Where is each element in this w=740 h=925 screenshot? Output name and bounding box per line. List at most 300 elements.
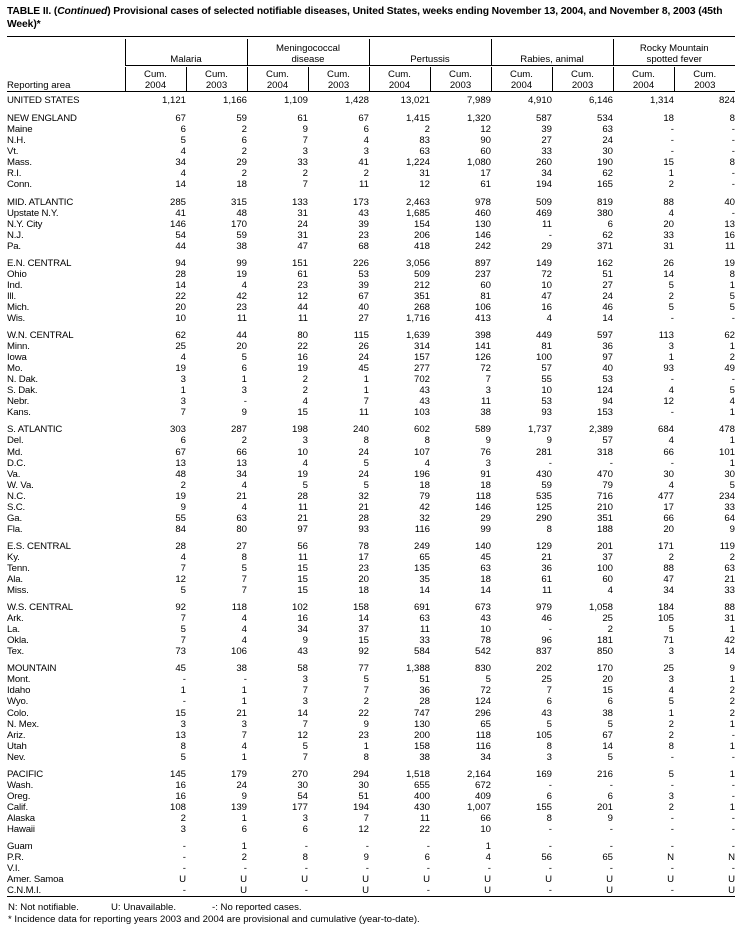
cell-value: 2 (241, 435, 247, 447)
cell-value: 430 (413, 801, 430, 813)
row-area-label: Ga. (7, 512, 23, 524)
cell-value: 6,146 (588, 95, 613, 107)
cell-value: 181 (596, 635, 613, 647)
cell-value: 1 (241, 751, 247, 763)
table-row (7, 146, 735, 157)
cell-value: 1 (729, 740, 735, 752)
row-area-label: Ariz. (7, 729, 26, 741)
cell-value: 190 (596, 157, 613, 169)
table-row (7, 302, 735, 313)
cell-value: 78 (480, 635, 491, 647)
cell-value: 409 (474, 790, 491, 802)
cell-value: 234 (718, 490, 735, 502)
cell-value: 5 (241, 562, 247, 574)
cell-value: 7 (485, 374, 491, 386)
cell-value: 4 (668, 479, 674, 491)
cell-value: - (426, 841, 430, 853)
cell-value: 584 (413, 646, 430, 658)
cell-value: 62 (724, 330, 735, 342)
row-area-label: Ind. (7, 279, 23, 291)
cell-value: 2 (668, 729, 674, 741)
cell-value: 7,989 (466, 95, 491, 107)
cell-value: 51 (358, 790, 369, 802)
cell-value: 22 (358, 707, 369, 719)
cell-value: 170 (596, 663, 613, 675)
cell-value: U (179, 874, 186, 886)
table-row (7, 313, 735, 324)
cell-value: 15 (297, 585, 308, 597)
cell-value: 59 (541, 479, 552, 491)
cell-value: 57 (541, 363, 552, 375)
cell-value: 2 (668, 801, 674, 813)
cell-value: 42 (419, 501, 430, 513)
cell-value: N (728, 852, 735, 864)
cell-value: 1 (180, 385, 186, 397)
cell-value: - (548, 229, 552, 241)
cell-value: 43 (297, 646, 308, 658)
table-row (7, 447, 735, 458)
cell-value: 68 (358, 240, 369, 252)
cell-value: 170 (230, 218, 247, 230)
cell-value: 201 (596, 540, 613, 552)
cell-value: 2,463 (405, 196, 430, 208)
cell-value: 237 (474, 268, 491, 280)
row-area-label: Md. (7, 446, 23, 458)
cell-value: 66 (236, 446, 247, 458)
cell-value: 5 (302, 479, 308, 491)
table-row (7, 396, 735, 407)
cell-value: 194 (535, 179, 552, 191)
cell-value: 18 (236, 179, 247, 191)
cell-value: 9 (302, 635, 308, 647)
table-row (7, 563, 735, 574)
cell-value: 19 (724, 257, 735, 269)
cell-value: 11 (542, 218, 552, 230)
cell-value: 38 (480, 407, 491, 419)
cell-value: 16 (175, 779, 186, 791)
cell-value: 469 (535, 207, 552, 219)
cell-value: 20 (358, 574, 369, 586)
cell-value: 119 (719, 540, 735, 552)
cell-value: 281 (535, 446, 552, 458)
table-row (7, 219, 735, 230)
cell-value: 1,320 (466, 113, 491, 125)
footnote-legend-line (8, 902, 738, 914)
cell-value: 57 (602, 435, 613, 447)
cell-value: 11 (542, 585, 552, 597)
cell-value: 39 (358, 279, 369, 291)
cell-value: 61 (480, 179, 491, 191)
row-area-label: N.C. (7, 490, 26, 502)
cell-value: 16 (724, 229, 735, 241)
cell-value: 46 (541, 613, 552, 625)
cell-value: 2 (729, 685, 735, 697)
cell-value: 7 (363, 396, 369, 408)
cell-value: 2 (180, 479, 186, 491)
cell-value: 37 (602, 551, 613, 563)
cell-value: 7 (180, 407, 186, 419)
cell-value: - (487, 863, 491, 875)
cell-value: 4 (546, 312, 552, 324)
cell-value: 7 (363, 685, 369, 697)
table-row (7, 385, 735, 396)
cell-value: 72 (541, 268, 552, 280)
cell-value: 589 (474, 424, 491, 436)
cell-value: 5 (363, 457, 369, 469)
cell-value: N (667, 852, 674, 864)
cell-value: 8 (241, 551, 247, 563)
page-title (7, 6, 740, 31)
row-area-label: Oreg. (7, 790, 31, 802)
cell-value: 5 (729, 301, 735, 313)
cell-value: 5 (607, 751, 613, 763)
cell-value: 2 (607, 624, 613, 636)
cell-value: 65 (480, 718, 491, 730)
row-area-label: N.Y. City (7, 218, 43, 230)
cell-value: - (609, 841, 613, 853)
row-area-label: La. (7, 624, 20, 636)
cell-value: 3 (668, 341, 674, 353)
row-area-label: Ark. (7, 613, 24, 625)
cell-value: 93 (663, 363, 674, 375)
cell-value: 77 (358, 663, 369, 675)
cell-value: 24 (297, 218, 308, 230)
cell-value: - (731, 824, 735, 835)
cell-value: 270 (291, 768, 308, 780)
cell-value: 4 (241, 501, 247, 513)
table-row (7, 696, 735, 707)
cell-value: U (301, 874, 308, 886)
cell-value: 8 (546, 812, 552, 824)
cell-value: 8 (363, 751, 369, 763)
cell-value: 478 (718, 424, 735, 436)
cell-value: 73 (175, 646, 186, 658)
table-row (7, 491, 735, 502)
cell-value: 153 (596, 407, 613, 419)
cell-value: 118 (231, 602, 247, 614)
cell-value: 53 (602, 374, 613, 386)
cell-value: 14 (602, 312, 613, 324)
cell-value: 3 (302, 146, 308, 158)
cell-value: - (731, 207, 735, 219)
row-area-label: Ky. (7, 551, 20, 563)
row-area-label: Iowa (7, 352, 27, 364)
cell-value: 36 (541, 562, 552, 574)
cell-value: 3 (363, 146, 369, 158)
cell-value: 7 (241, 729, 247, 741)
cell-value: - (609, 824, 613, 835)
cell-value: 11 (420, 812, 430, 824)
cell-value: 13 (236, 457, 247, 469)
cell-value: U (423, 874, 430, 886)
cell-value: 149 (535, 257, 552, 269)
cell-value: 38 (602, 707, 613, 719)
cell-value: - (670, 779, 674, 791)
table-row (7, 230, 735, 241)
cell-value: 11 (359, 407, 369, 419)
cell-value: 37 (358, 624, 369, 636)
group-header-rocky-mountain-spotted-fever: Rocky Mountain spotted fever (613, 39, 735, 66)
cell-value: 78 (358, 540, 369, 552)
cell-value: 3 (668, 674, 674, 686)
cell-value: 38 (419, 751, 430, 763)
row-area-label: E.S. CENTRAL (7, 540, 71, 552)
cell-value: 10 (541, 279, 552, 291)
cell-value: U (484, 885, 491, 897)
cell-value: 1 (729, 718, 735, 730)
cell-value: - (670, 824, 674, 835)
cell-value: 31 (663, 240, 674, 252)
cell-value: 20 (663, 523, 674, 535)
row-area-label: Amer. Samoa (7, 874, 64, 886)
cell-value: - (731, 729, 735, 741)
cell-value: 1 (241, 812, 247, 824)
cell-value: 67 (175, 113, 186, 125)
cell-value: 28 (419, 696, 430, 708)
cell-value: 351 (596, 512, 613, 524)
cell-value: 47 (663, 574, 674, 586)
cell-value: 88 (663, 562, 674, 574)
cell-value: 201 (596, 801, 613, 813)
cell-value: 4 (180, 551, 186, 563)
cell-value: 5 (546, 718, 552, 730)
cell-value: - (548, 841, 552, 853)
cell-value: 44 (175, 240, 186, 252)
cell-value: 6 (180, 435, 186, 447)
cell-value: - (182, 696, 186, 708)
cell-value: 15 (358, 635, 369, 647)
row-area-label: C.N.M.I. (7, 885, 41, 897)
cell-value: 30 (297, 779, 308, 791)
table-body (7, 94, 735, 897)
cell-value: 398 (474, 330, 491, 342)
cell-value: 158 (413, 740, 430, 752)
cell-value: 277 (413, 363, 430, 375)
cell-value: 25 (541, 674, 552, 686)
cell-value: 2 (668, 290, 674, 302)
cell-value: 12 (297, 290, 308, 302)
cell-value: 7 (302, 718, 308, 730)
cell-value: 2 (729, 696, 735, 708)
cell-value: 1,224 (405, 157, 430, 169)
cell-value: 1,007 (466, 801, 491, 813)
cell-value: 21 (236, 490, 247, 502)
row-area-label: Mo. (7, 363, 23, 375)
cell-value: 130 (474, 218, 491, 230)
cell-value: 14 (297, 707, 308, 719)
cell-value: 80 (236, 523, 247, 535)
cell-value: 290 (535, 512, 552, 524)
row-area-label: Ala. (7, 574, 23, 586)
row-area-label: Maine (7, 124, 33, 136)
cell-value: 125 (535, 501, 552, 513)
cell-value: 13 (175, 729, 186, 741)
cell-value: 7 (363, 812, 369, 824)
cell-value: - (731, 790, 735, 802)
cell-value: 21 (236, 707, 247, 719)
cell-value: 8 (668, 740, 674, 752)
cell-value: 88 (663, 196, 674, 208)
cell-value: 124 (596, 385, 613, 397)
cell-value: 42 (236, 290, 247, 302)
row-area-label: Ill. (7, 290, 16, 302)
cell-value: 747 (413, 707, 430, 719)
cell-value: 7 (302, 685, 308, 697)
row-area-label: UNITED STATES (7, 95, 80, 107)
cell-value: 91 (480, 468, 491, 480)
table-row (7, 769, 735, 780)
cell-value: 44 (236, 330, 247, 342)
cell-value: 67 (175, 446, 186, 458)
cell-value: 118 (475, 729, 491, 741)
cell-value: 2 (729, 551, 735, 563)
cell-value: 240 (352, 424, 369, 436)
cell-value: 3 (302, 812, 308, 824)
cell-value: 22 (419, 824, 430, 835)
cell-value: 20 (175, 301, 186, 313)
cell-value: 12 (297, 729, 308, 741)
cell-value: 27 (358, 312, 369, 324)
table-row (7, 269, 735, 280)
cell-value: 7 (302, 135, 308, 147)
cell-value: - (731, 179, 735, 191)
cell-value: 5 (302, 740, 308, 752)
cell-value: 107 (413, 446, 430, 458)
cell-value: 31 (297, 207, 308, 219)
cell-value: 6 (546, 696, 552, 708)
cell-value: 24 (236, 779, 247, 791)
cell-value: 101 (718, 446, 735, 458)
cell-value: 62 (602, 229, 613, 241)
cell-value: 3 (180, 718, 186, 730)
cell-value: 30 (602, 146, 613, 158)
cell-value: 83 (419, 135, 430, 147)
cell-value: 9 (180, 501, 186, 513)
cell-value: 29 (236, 157, 247, 169)
cell-value: 14 (175, 279, 186, 291)
cell-value: 154 (413, 218, 430, 230)
cell-value: 14 (663, 268, 674, 280)
cell-value: U (728, 874, 735, 886)
row-area-label: Mass. (7, 157, 32, 169)
cell-value: 108 (169, 801, 186, 813)
table-row (7, 646, 735, 657)
cell-value: - (670, 885, 674, 897)
cell-value: 92 (175, 602, 186, 614)
col-header-pertussis-2003: Cum. 2003 (430, 67, 491, 92)
row-area-label: V.I. (7, 863, 20, 875)
cell-value: 47 (297, 240, 308, 252)
group-header-meningococcal-disease: Meningococcal disease (247, 39, 369, 66)
cell-value: 11 (481, 396, 491, 408)
row-area-label: S. ATLANTIC (7, 424, 63, 436)
cell-value: 169 (535, 768, 552, 780)
cell-value: 63 (724, 562, 735, 574)
row-area-label: MOUNTAIN (7, 663, 57, 675)
cell-value: - (670, 146, 674, 158)
cell-value: 93 (541, 407, 552, 419)
cell-value: 1,058 (588, 602, 613, 614)
cell-value: 7 (180, 613, 186, 625)
cell-value: 45 (358, 363, 369, 375)
footnote-n: N: Not notifiable. (8, 902, 79, 914)
cell-value: 1 (729, 341, 735, 353)
cell-value: 55 (175, 512, 186, 524)
cell-value: 9 (363, 718, 369, 730)
row-area-label: D.C. (7, 457, 26, 469)
row-area-label: Minn. (7, 341, 30, 353)
cell-value: - (731, 135, 735, 147)
row-area-label: Pa. (7, 240, 21, 252)
row-area-label: Fla. (7, 523, 23, 535)
cell-value: 10 (480, 824, 491, 835)
cell-value: 716 (596, 490, 613, 502)
cell-value: 1 (729, 435, 735, 447)
cell-value: 684 (657, 424, 674, 436)
cell-value: 1 (485, 841, 491, 853)
cell-value: 4 (363, 135, 369, 147)
row-area-label: Del. (7, 435, 24, 447)
cell-value: 15 (663, 157, 674, 169)
cell-value: 602 (413, 424, 430, 436)
cell-value: 145 (169, 768, 186, 780)
cell-value: 2 (302, 168, 308, 180)
cell-value: 1 (668, 707, 674, 719)
cell-value: - (304, 863, 308, 875)
row-area-label: N.J. (7, 229, 24, 241)
cell-value: 23 (358, 562, 369, 574)
cell-value: 24 (602, 135, 613, 147)
cell-value: 61 (297, 113, 308, 125)
cell-value: 1,388 (405, 663, 430, 675)
cell-value: - (670, 124, 674, 136)
cell-value: 2,164 (466, 768, 491, 780)
cell-value: 188 (596, 523, 613, 535)
cell-value: 1,428 (344, 95, 369, 107)
footnotes (8, 902, 738, 925)
cell-value: 34 (175, 157, 186, 169)
cell-value: 15 (297, 407, 308, 419)
table-row (7, 363, 735, 374)
table-row (7, 719, 735, 730)
col-header-malaria-2004: Cum. 2004 (125, 67, 186, 92)
row-area-label: Conn. (7, 179, 32, 191)
cell-value: 17 (663, 501, 674, 513)
cell-value: 55 (541, 374, 552, 386)
cell-value: 65 (602, 852, 613, 864)
cell-value: 43 (419, 385, 430, 397)
cell-value: 2 (302, 374, 308, 386)
table-row (7, 352, 735, 363)
cell-value: U (362, 885, 369, 897)
cell-value: 12 (480, 124, 491, 136)
cell-value: 303 (169, 424, 186, 436)
cell-value: 9 (485, 435, 491, 447)
cell-value: 54 (175, 229, 186, 241)
cell-value: 30 (358, 779, 369, 791)
cell-value: 3 (485, 385, 491, 397)
cell-value: 210 (596, 501, 613, 513)
cell-value: 28 (175, 268, 186, 280)
cell-value: 67 (358, 290, 369, 302)
cell-value: 5 (668, 301, 674, 313)
cell-value: 9 (241, 790, 247, 802)
cell-value: 29 (480, 512, 491, 524)
cell-value: 41 (358, 157, 369, 169)
cell-value: 76 (480, 446, 491, 458)
cell-value: 21 (297, 512, 308, 524)
cell-value: 14 (602, 740, 613, 752)
